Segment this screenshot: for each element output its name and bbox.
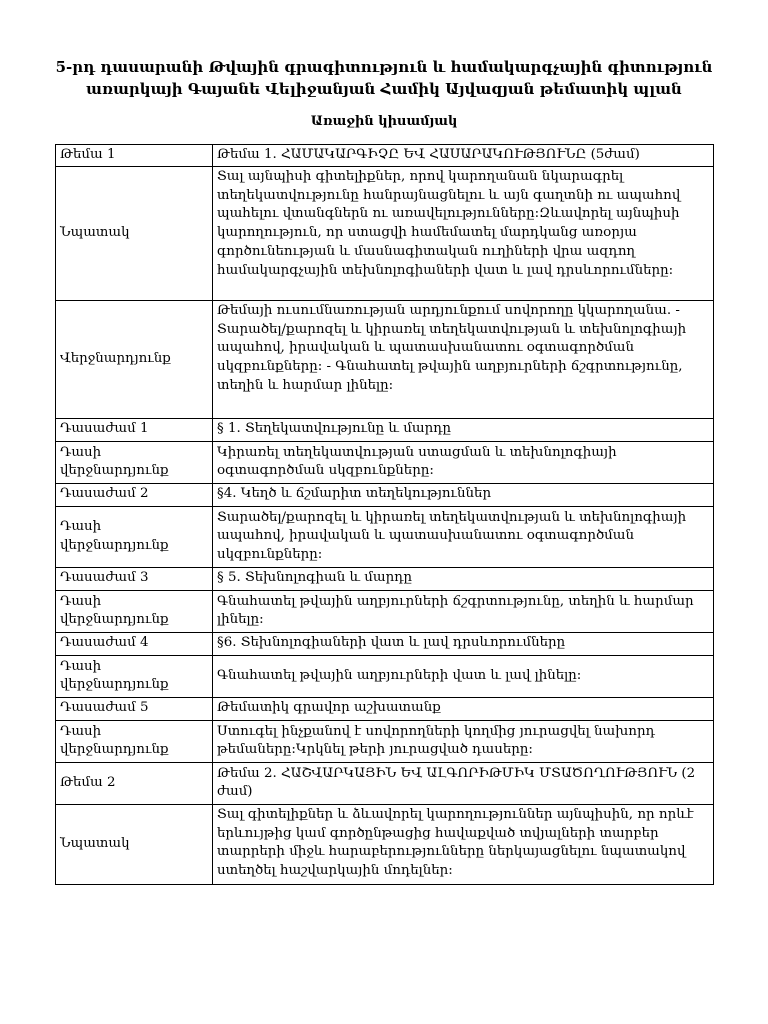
row-label: Վերջնարդյունք — [56, 300, 213, 418]
table-row — [56, 590, 714, 632]
row-label: Դասի վերջնարդյունք — [56, 720, 213, 762]
row-label: Դասաժամ 2 — [56, 483, 213, 506]
table-row — [56, 441, 714, 483]
row-content: §6. Տեխնոլոգիաների վատ և լավ դրսևորումները — [213, 632, 714, 655]
row-label: Դասաժամ 5 — [56, 697, 213, 720]
table-row — [56, 720, 714, 762]
table-row — [56, 506, 714, 567]
table-row — [56, 418, 714, 441]
table-row — [56, 145, 714, 167]
thematic-plan-table — [55, 144, 714, 885]
document-title: 5-րդ դասարանի Թվային գրագիտություն և համակարգչային գիտություն առարկայի Գայանե Վելիջանյան Համիկ Այվազյան թեմատիկ պլան — [55, 58, 713, 98]
row-label: Դասաժամ 4 — [56, 632, 213, 655]
row-content: Ստուգել ինչքանով է սովորողների կողմից յուրացվել նախորդ թեմաները:Կրկնել թերի յուրացված դասերը: — [213, 720, 714, 762]
row-content: Տալ գիտելիքներ և ձևավորել կարողություններ այնպիսին, որ որևէ երևույթից կամ գործընթացից հավաքված տվյալների տարբեր տարրերի միջև հարաբերությունները ներկայացնելու նպատակով ստեղծել հաշվարկային մոդելներ: — [213, 804, 714, 884]
row-content: Տարածել/քարոզել և կիրառել տեղեկատվության և տեխնոլոգիայի ապահով, իրավական և պատասխանատու օգտագործման սկզբունքները: — [213, 506, 714, 567]
table-row — [56, 632, 714, 655]
row-label: Թեմա 1 — [56, 145, 213, 167]
row-content: Կիրառել տեղեկատվության ստացման և տեխնոլոգիայի օգտագործման սկզբունքները: — [213, 441, 714, 483]
row-label: Դասաժամ 1 — [56, 418, 213, 441]
row-content: § 1. Տեղեկատվությունը և մարդը — [213, 418, 714, 441]
row-label: Դասի վերջնարդյունք — [56, 655, 213, 697]
row-content: Գնահատել թվային աղբյուրների ճշգրտությունը, տեղին և հարմար լինելը: — [213, 590, 714, 632]
table-row — [56, 300, 714, 418]
row-label: Դասաժամ 3 — [56, 567, 213, 590]
row-label: Դասի վերջնարդյունք — [56, 590, 213, 632]
table-row — [56, 483, 714, 506]
row-label: Նպատակ — [56, 166, 213, 300]
row-content: Գնահատել թվային աղբյուրների վատ և լավ լինելը: — [213, 655, 714, 697]
table-row — [56, 804, 714, 884]
row-content: Թեմա 1. ՀԱՄԱԿԱՐԳԻՉԸ ԵՎ ՀԱՍԱՐԱԿՈՒԹՅՈՒՆԸ (5ժամ) — [213, 145, 714, 167]
row-content: Թեմայի ուսումնառության արդյունքում սովորողը կկարողանա. - Տարածել/քարոզել և կիրառել տեղեկատվության և տեխնոլոգիայի ապահով, իրավական և պատասխանատու օգտագործման սկզբունքները: - Գնահատել թվային աղբյուրների ճշգրտությունը, տեղին և հարմար լինելը: — [213, 300, 714, 418]
semester-heading: Առաջին կիսամյակ — [310, 114, 458, 129]
row-content: Տալ այնպիսի գիտելիքներ, որով կարողանան նկարագրել տեղեկատվությունը հանրայնացնելու և այն գաղտնի ու ապահով պահելու վտանգներն ու առավելությունները:Զևավորել այնպիսի կարողություն, որ ստացվի համեմատել մարդկանց առօրյա գործունեության և մասնագիտական ուղիների վրա ազդող համակարգչային տեխնոլոգիաների վատ և լավ դրսևորումները: — [213, 166, 714, 300]
row-content: § 5. Տեխնոլոգիան և մարդը — [213, 567, 714, 590]
row-label: Դասի վերջնարդյունք — [56, 506, 213, 567]
row-content: Թեմատիկ գրավոր աշխատանք — [213, 697, 714, 720]
table-row — [56, 655, 714, 697]
row-label: Թեմա 2 — [56, 762, 213, 804]
row-label: Նպատակ — [56, 804, 213, 884]
row-content: Թեմա 2. ՀԱՇՎԱՐԿԱՅԻՆ ԵՎ ԱԼԳՈՐԻԹՄԻԿ ՄՏԱԾՈՂՈՒԹՅՈՒՆ (2 ժամ) — [213, 762, 714, 804]
table-row — [56, 567, 714, 590]
table-row — [56, 697, 714, 720]
table-row — [56, 166, 714, 300]
row-content: §4. Կեղծ և ճշմարիտ տեղեկություններ — [213, 483, 714, 506]
row-label: Դասի վերջնարդյունք — [56, 441, 213, 483]
table-row — [56, 762, 714, 804]
